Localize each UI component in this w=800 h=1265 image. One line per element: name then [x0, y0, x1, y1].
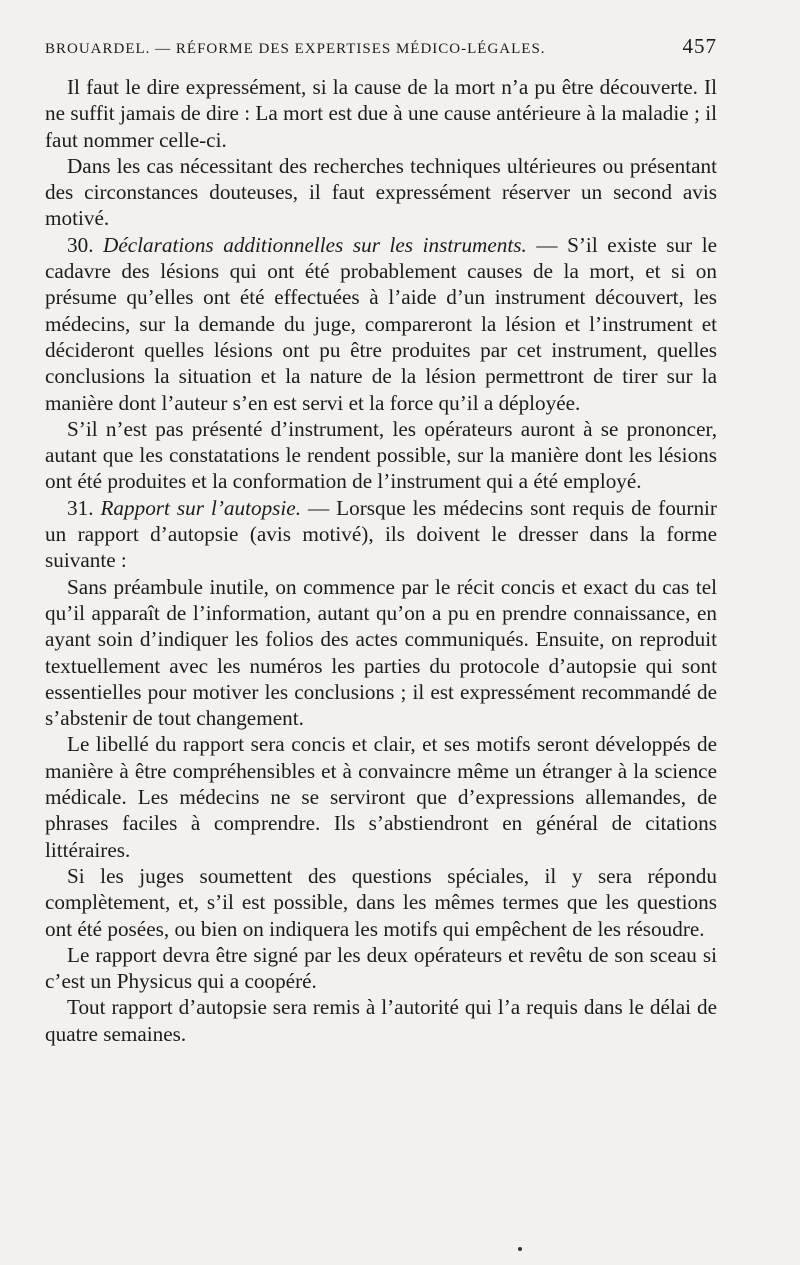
section-heading: Rapport sur l’autopsie. — [100, 495, 302, 520]
section-30-instruments: 30. Déclarations additionnelles sur les instruments. — S’il existe sur le cadavre des lésions qui ont été probablement causes de la mort, et si on présume qu’elles ont été effectuées à l’aide d’un instrument découvert, les médecins, sur la demande du juge, compareront la lésion et l’instrument et décideront quelles lésions ont pu être produites par cet instrument, quelles conclusions la situation et la nature de la lésion permettront de tirer sur la manière dont l’auteur s’en est servi et la force qu’il a déployée. — [45, 232, 717, 415]
paragraph-no-instrument: S’il n’est pas présenté d’instrument, les opérateurs auront à se prononcer, autant que les constatations le rendent possible, sur la manière dont les lésions ont été produites et la conformation de l’instrument qui a été employé. — [45, 416, 717, 494]
paragraph-cause-of-death: Il faut le dire expressément, si la cause de la mort n’a pu être découverte. Il ne suffit jamais de dire : La mort est due à une cause antérieure à la maladie ; il faut nommer celle-ci. — [45, 75, 717, 152]
paragraph-deadline: Tout rapport d’autopsie sera remis à l’autorité qui l’a requis dans le délai de quatre semaines. — [45, 995, 717, 1046]
paragraph-report-wording: Le libellé du rapport sera concis et clair, et ses motifs seront développés de manière à être compréhensibles et à convaincre même un étranger à la science médicale. Les médecins ne se serviront que d’expressions allemandes, de phrases faciles à comprendre. Ils s’abstiendront en général de citations littéraires. — [45, 732, 717, 862]
paragraph-special-questions: Si les juges soumettent des questions spéciales, il y sera répondu complètement, et, s’il est possible, dans les mêmes termes que les questions ont été posées, ou bien on indiquera les motifs qui empêchent de les résoudre. — [45, 863, 717, 941]
paragraph-report-format: Sans préambule inutile, on commence par le récit concis et exact du cas tel qu’il apparaît de l’information, autant qu’on a pu en prendre connaissance, en ayant soin d’indiquer les folios des actes communiqués. Ensuite, on reproduit textuellement avec les numéros les parties du protocole d’autopsie qui sont essentielles pour motiver les conclusions ; il est expressément recommandé de s’abstenir de tout changement. — [45, 574, 717, 731]
paragraph-signature: Le rapport devra être signé par les deux opérateurs et revêtu de son sceau si c’est un Physicus qui a coopéré. — [45, 942, 717, 994]
section-number: 30. — [67, 232, 94, 257]
print-speck — [518, 1247, 522, 1251]
page-number: 457 — [682, 34, 717, 58]
document-page — [45, 34, 717, 1047]
section-number: 31. — [67, 495, 94, 520]
section-heading: Déclarations additionnelles sur les instruments. — [103, 232, 527, 257]
paragraph-second-opinion: Dans les cas nécessitant des recherches techniques ultérieures ou présentant des circonstances douteuses, il faut expressément réserver un second avis motivé. — [45, 153, 717, 231]
running-header — [45, 34, 717, 64]
running-title: BROUARDEL. — RÉFORME DES EXPERTISES MÉDICO-LÉGALES. — [45, 41, 546, 57]
section-31-autopsy-report: 31. Rapport sur l’autopsie. — Lorsque les médecins sont requis de fournir un rapport d’autopsie (avis motivé), ils doivent le dresser dans la forme suivante : — [45, 495, 717, 573]
